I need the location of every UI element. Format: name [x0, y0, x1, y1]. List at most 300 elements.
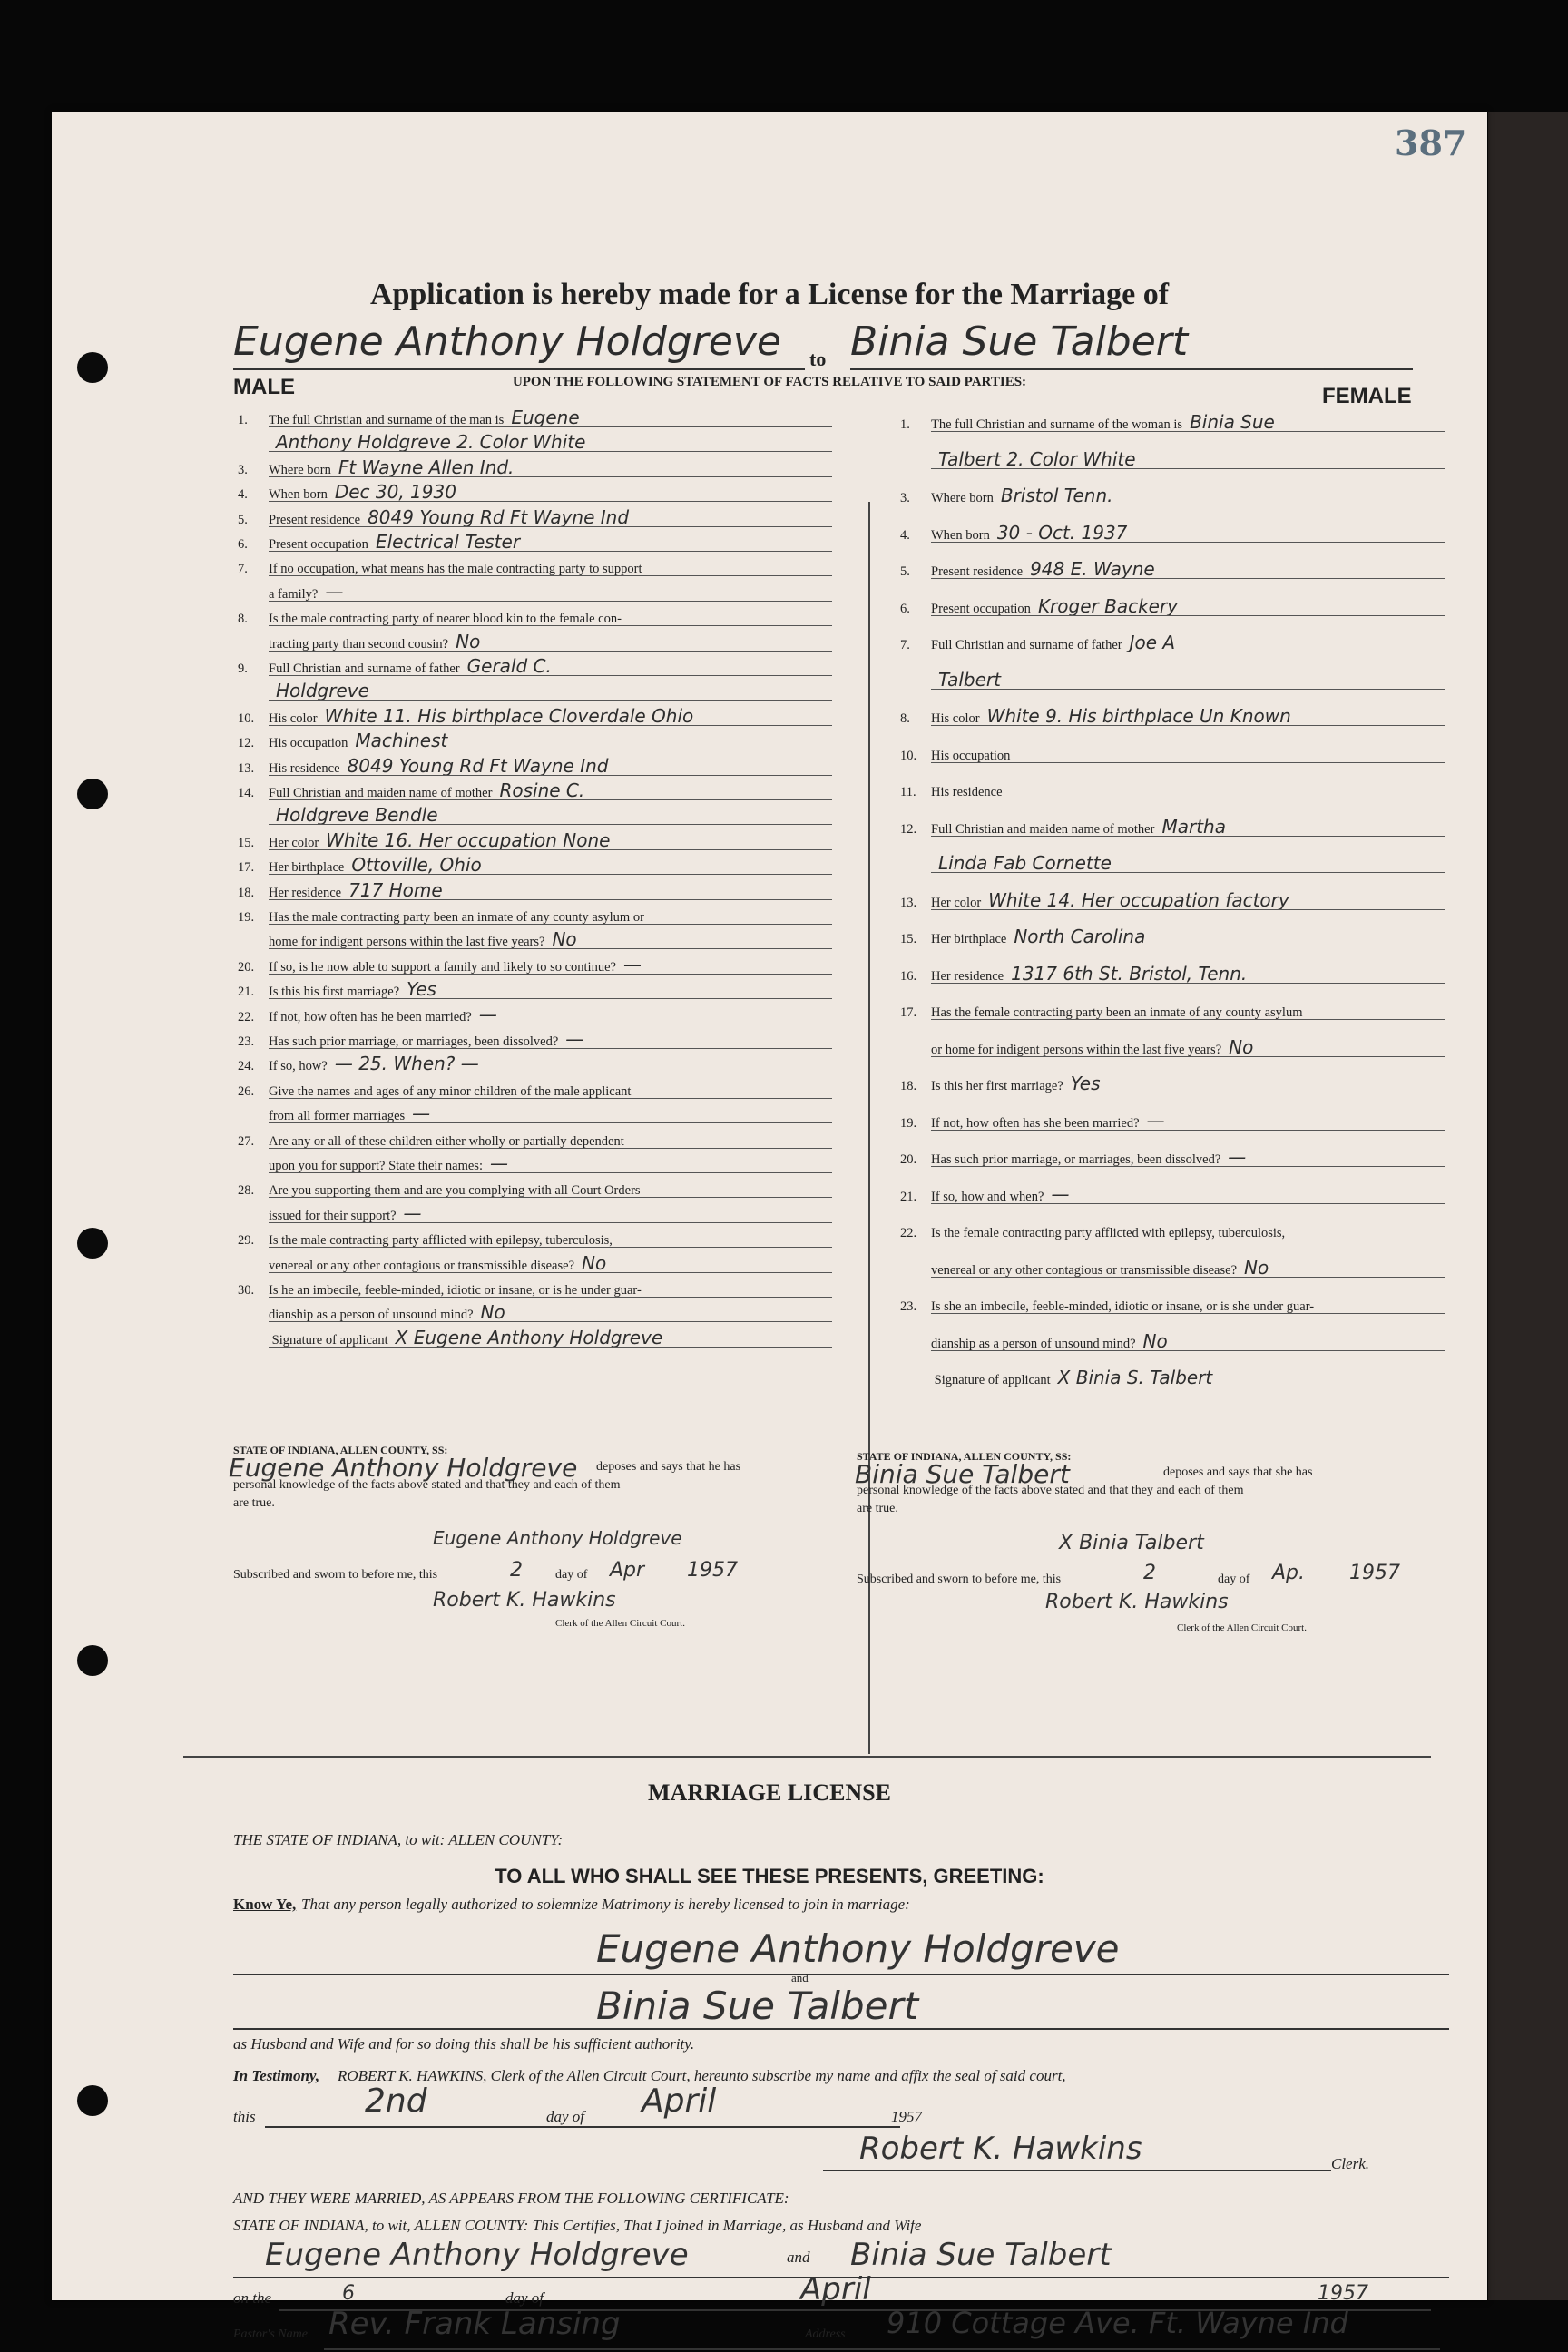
- field-number: 20.: [238, 959, 255, 975]
- field-value: No: [582, 1251, 607, 1274]
- female-field: [900, 1257, 1269, 1279]
- field-number: 5.: [238, 512, 248, 527]
- field-number: 29.: [238, 1233, 255, 1249]
- field-underline: [269, 948, 832, 949]
- affiant-name: Binia Sue Talbert: [855, 1459, 1070, 1489]
- field-label: Her birthplace: [931, 932, 1007, 946]
- field-value: —: [1051, 1182, 1070, 1205]
- field-underline: [269, 551, 832, 552]
- field-number: 1.: [900, 417, 910, 432]
- field-label: or home for indigent persons within the last five years?: [931, 1042, 1222, 1057]
- male-field: [238, 1152, 508, 1174]
- female-field: [900, 1330, 1168, 1352]
- sworn-day: 2: [1143, 1562, 1156, 1584]
- field-underline: [931, 1019, 1445, 1020]
- sworn-month: Ap.: [1272, 1562, 1306, 1584]
- field-label: Her residence: [931, 968, 1004, 984]
- field-number: 4.: [900, 527, 910, 543]
- field-underline: [931, 689, 1445, 690]
- binding-edge: [1488, 112, 1568, 2300]
- field-number: 22.: [238, 1009, 255, 1024]
- field-label: If no occupation, what means has the male contracting party to support: [269, 562, 642, 577]
- field-label: Signature of applicant: [269, 1332, 388, 1348]
- field-value: Bristol Tenn.: [1000, 485, 1113, 506]
- punch-hole: [77, 2085, 108, 2116]
- field-number: 11.: [900, 785, 916, 799]
- field-value: Yes: [1070, 1073, 1101, 1094]
- license-day: 2nd: [365, 2082, 427, 2120]
- underline: [324, 2348, 1440, 2350]
- field-value: North Carolina: [1014, 926, 1146, 947]
- field-value: —: [478, 1003, 497, 1025]
- male-field: [238, 829, 610, 851]
- male-field: [238, 1177, 648, 1199]
- field-value: Machinest: [355, 730, 448, 752]
- field-value: 30 - Oct. 1937: [996, 521, 1128, 544]
- field-value: 8049 Young Rd Ft Wayne Ind: [347, 754, 609, 777]
- male-field: [238, 1028, 583, 1050]
- male-field: [238, 978, 436, 1000]
- field-label: The full Christian and surname of the man is: [269, 413, 505, 427]
- female-field: [900, 448, 1136, 470]
- field-label: Are any or all of these children either wholly or partially dependent: [269, 1133, 624, 1149]
- application-heading: Application is hereby made for a License for the Marriage of: [369, 278, 1170, 311]
- field-underline: [931, 1130, 1445, 1131]
- field-underline: [269, 451, 832, 452]
- field-label: If so, is he now able to support a family and likely to so continue?: [269, 959, 616, 975]
- female-field: [900, 411, 1275, 433]
- field-underline: [931, 872, 1445, 873]
- male-field: [238, 631, 480, 652]
- field-number: 7.: [238, 562, 248, 577]
- female-field: [900, 669, 1001, 691]
- true-text: are true.: [233, 1496, 275, 1510]
- field-underline: [269, 476, 832, 477]
- field-number: 23.: [900, 1299, 917, 1314]
- field-label: The full Christian and surname of the woman is: [931, 417, 1183, 432]
- field-value: —: [1228, 1146, 1247, 1168]
- male-field: [238, 1252, 606, 1274]
- female-field: [900, 889, 1289, 911]
- field-number: 15.: [900, 932, 917, 946]
- field-underline: [931, 615, 1445, 616]
- field-label: home for indigent persons within the last five years?: [269, 935, 545, 950]
- field-value: —: [412, 1102, 431, 1125]
- clerk-signature: Robert K. Hawkins: [1045, 1591, 1229, 1613]
- field-label: Are you supporting them and are you complying with all Court Orders: [269, 1183, 641, 1199]
- field-value: Ottoville, Ohio: [351, 854, 482, 877]
- page-number: 387: [1395, 122, 1467, 163]
- male-field: [238, 1128, 632, 1150]
- field-number: 3.: [238, 462, 248, 477]
- field-number: 12.: [900, 821, 917, 837]
- license-month: April: [642, 2082, 717, 2120]
- field-label: Where born: [269, 462, 331, 477]
- field-value: Holdgreve: [276, 680, 369, 702]
- field-underline: [269, 1172, 832, 1173]
- field-underline: [269, 824, 832, 825]
- affiant-signature: X Binia Talbert: [1059, 1532, 1204, 1554]
- field-number: 30.: [238, 1283, 255, 1298]
- greeting: TO ALL WHO SHALL SEE THESE PRESENTS, GREETING:: [495, 1865, 1044, 1887]
- field-label: Full Christian and surname of father: [269, 662, 460, 676]
- male-field: [238, 605, 629, 627]
- field-underline: [269, 1197, 832, 1198]
- cert-year: 1957: [1318, 2282, 1368, 2305]
- field-underline: [269, 1098, 832, 1099]
- male-field: [238, 431, 585, 453]
- male-field: [238, 1004, 497, 1025]
- field-label: Is the male contracting party afflicted with epilepsy, tuberculosis,: [269, 1233, 612, 1249]
- male-field: [238, 804, 438, 826]
- know-text: That any person legally authorized to solemnize Matrimony is hereby licensed to join in marriage:: [301, 1896, 910, 1913]
- field-underline: [931, 1203, 1445, 1204]
- field-value: No: [1142, 1329, 1168, 1352]
- field-label: venereal or any other contagious or transmissible disease?: [269, 1258, 575, 1273]
- field-underline: [269, 526, 832, 527]
- field-underline: [269, 651, 832, 652]
- field-value: 948 E. Wayne: [1030, 558, 1155, 580]
- field-value: Rosine C.: [499, 779, 585, 801]
- field-value: Joe A: [1129, 632, 1176, 653]
- field-label: His color: [931, 711, 980, 726]
- field-underline: [931, 909, 1445, 910]
- field-number: 26.: [238, 1083, 255, 1099]
- field-label: Full Christian and surname of father: [931, 638, 1122, 652]
- field-value: X Binia S. Talbert: [1057, 1367, 1213, 1388]
- field-underline: [931, 1056, 1445, 1057]
- field-label: upon you for support? State their names:: [269, 1159, 483, 1173]
- underline: [823, 2170, 1331, 2171]
- clerk-signature: Robert K. Hawkins: [433, 1589, 616, 1612]
- husband-wife-text: as Husband and Wife and for so doing this shall be his sufficient authority.: [233, 2035, 695, 2053]
- field-number: 22.: [900, 1226, 917, 1240]
- day-of-text: day of: [505, 2289, 544, 2307]
- field-label: Give the names and ages of any minor children of the male applicant: [269, 1083, 632, 1099]
- field-underline: [931, 983, 1445, 984]
- register-page: [52, 112, 1487, 2342]
- field-label: Has such prior marriage, or marriages, been dissolved?: [269, 1034, 559, 1049]
- pastor-label: Pastor's Name: [233, 2328, 308, 2341]
- field-label: His occupation: [931, 748, 1011, 763]
- field-underline: [269, 998, 832, 999]
- field-number: 10.: [238, 710, 255, 726]
- field-value: —: [1146, 1109, 1165, 1132]
- field-label: Is he an imbecile, feeble-minded, idiotic or insane, or is he under guar-: [269, 1283, 642, 1298]
- field-label: issued for their support?: [269, 1208, 397, 1223]
- field-label: When born: [269, 487, 328, 503]
- field-label: Present occupation: [269, 537, 368, 552]
- field-underline: [269, 575, 832, 576]
- male-field: [238, 581, 343, 603]
- clerk-label: Clerk of the Allen Circuit Court.: [1177, 1622, 1307, 1633]
- field-underline: [931, 1313, 1445, 1314]
- field-value: Yes: [407, 978, 436, 1001]
- field-value: X Eugene Anthony Holdgreve: [395, 1326, 663, 1348]
- male-field: [238, 481, 456, 503]
- field-label: Has the male contracting party been an inmate of any county asylum or: [269, 910, 644, 925]
- male-field: [238, 555, 650, 577]
- certify-line: STATE OF INDIANA, to wit, ALLEN COUNTY: This Certifies, That I joined in Marriage, as Husband and Wife: [233, 2217, 922, 2234]
- field-number: 24.: [238, 1059, 255, 1074]
- field-label: Her birthplace: [269, 860, 345, 876]
- field-underline: [931, 1277, 1445, 1278]
- male-field: [238, 1102, 430, 1124]
- field-underline: [269, 1148, 832, 1149]
- testimony-prefix: In Testimony,: [233, 2067, 320, 2084]
- field-number: 1.: [238, 413, 248, 427]
- married-line: AND THEY WERE MARRIED, AS APPEARS FROM THE FOLLOWING CERTIFICATE:: [233, 2190, 789, 2207]
- male-field: [238, 928, 577, 950]
- field-underline: [269, 1272, 832, 1273]
- field-label: His color: [269, 710, 318, 726]
- field-number: 3.: [900, 491, 910, 505]
- male-field: [238, 879, 443, 901]
- field-underline: [269, 974, 832, 975]
- and-word: and: [791, 1971, 808, 1984]
- bride-name: Binia Sue Talbert: [850, 318, 1189, 365]
- field-label: Present occupation: [931, 601, 1031, 616]
- field-label: Is this her first marriage?: [931, 1079, 1063, 1093]
- female-field: [900, 1293, 1321, 1315]
- field-value: —: [489, 1152, 508, 1174]
- field-underline: [269, 1297, 832, 1298]
- field-value: Eugene: [511, 407, 580, 428]
- field-underline: [931, 762, 1445, 763]
- address-label: Address: [805, 2328, 846, 2341]
- sworn-month: Apr: [610, 1559, 645, 1582]
- field-number: 15.: [238, 835, 255, 850]
- field-number: 20.: [900, 1152, 917, 1167]
- female-field: [900, 816, 1226, 838]
- field-number: 27.: [238, 1133, 255, 1149]
- field-number: 13.: [900, 895, 917, 910]
- field-number: 4.: [238, 487, 248, 503]
- field-label: Full Christian and maiden name of mother: [269, 786, 493, 800]
- male-field: [238, 755, 608, 777]
- field-value: Dec 30, 1930: [334, 481, 456, 504]
- female-field: [900, 742, 1017, 764]
- sworn-day: 2: [510, 1559, 523, 1582]
- field-value: Martha: [1161, 815, 1226, 838]
- cert-groom: Eugene Anthony Holdgreve: [265, 2237, 689, 2273]
- field-underline: [931, 836, 1445, 837]
- field-value: 717 Home: [348, 878, 443, 901]
- male-field: [238, 680, 369, 701]
- male-field: [238, 506, 629, 528]
- field-value: Linda Fab Cornette: [938, 852, 1112, 874]
- to-word: to: [809, 348, 827, 370]
- male-field: [238, 407, 580, 428]
- field-underline: [269, 924, 832, 925]
- female-field: [900, 999, 1309, 1021]
- deposes-text: deposes and says that she has: [1163, 1465, 1313, 1479]
- female-field: [900, 1110, 1165, 1132]
- field-number: 6.: [900, 601, 910, 616]
- field-underline: [269, 1222, 832, 1223]
- field-underline: [269, 700, 832, 701]
- field-number: 8.: [900, 711, 910, 726]
- license-title: MARRIAGE LICENSE: [648, 1779, 891, 1806]
- license-groom: Eugene Anthony Holdgreve: [596, 1926, 1120, 1971]
- field-value: White 9. His birthplace Un Known: [986, 705, 1291, 727]
- field-label: If not, how often has she been married?: [931, 1115, 1140, 1131]
- sworn-year: 1957: [1349, 1562, 1400, 1584]
- field-label: Her color: [931, 895, 982, 910]
- field-label: from all former marriages: [269, 1109, 406, 1124]
- female-field: [900, 1146, 1246, 1168]
- clerk-signature: Robert K. Hawkins: [859, 2131, 1142, 2167]
- field-value: Binia Sue: [1190, 411, 1275, 433]
- field-label: If so, how and when?: [931, 1189, 1044, 1204]
- field-value: Kroger Backery: [1037, 594, 1179, 617]
- field-number: 19.: [238, 910, 255, 925]
- knowledge-text: personal knowledge of the facts above stated and that they and each of them: [233, 1478, 621, 1492]
- field-label: venereal or any other contagious or transmissible disease?: [931, 1262, 1238, 1278]
- field-value: Anthony Holdgreve 2. Color White: [276, 431, 586, 454]
- day-of-text: day of: [546, 2108, 585, 2125]
- field-value: No: [1244, 1256, 1269, 1279]
- male-field: [238, 904, 652, 926]
- field-number: 16.: [900, 968, 917, 984]
- female-field: [900, 558, 1155, 580]
- field-underline: [269, 725, 832, 726]
- punch-hole: [77, 779, 108, 809]
- field-value: —: [325, 580, 344, 603]
- field-underline: [269, 675, 832, 676]
- field-underline: [931, 725, 1445, 726]
- female-field: [900, 1220, 1292, 1241]
- field-number: 18.: [238, 885, 255, 900]
- field-label: Is the male contracting party of nearer blood kin to the female con-: [269, 612, 622, 627]
- field-underline: [269, 1247, 832, 1248]
- field-label: dianship as a person of unsound mind?: [269, 1308, 474, 1323]
- state-line: STATE OF INDIANA, ALLEN COUNTY, SS:: [233, 1444, 448, 1456]
- field-value: White 14. Her occupation factory: [988, 888, 1289, 911]
- female-field: [900, 1073, 1101, 1094]
- field-value: —: [403, 1201, 422, 1224]
- field-label: When born: [931, 527, 990, 543]
- field-underline: [269, 799, 832, 800]
- field-underline: [931, 1350, 1445, 1351]
- field-underline: [269, 625, 832, 626]
- field-underline: [269, 874, 832, 875]
- field-underline: [269, 899, 832, 900]
- male-field: [238, 655, 552, 677]
- field-value: Electrical Tester: [375, 531, 521, 553]
- cert-month: April: [800, 2271, 871, 2308]
- field-number: 13.: [238, 760, 255, 776]
- field-label: His residence: [269, 760, 340, 776]
- field-number: 23.: [238, 1034, 255, 1049]
- sworn-year: 1957: [687, 1559, 738, 1582]
- underline: [233, 2028, 1449, 2030]
- field-value: No: [1229, 1035, 1254, 1058]
- field-underline: [931, 468, 1445, 469]
- field-label: Present residence: [269, 512, 361, 527]
- field-underline: [269, 849, 832, 850]
- underline: [265, 2126, 900, 2128]
- field-value: No: [456, 630, 481, 652]
- male-field: [238, 954, 642, 975]
- field-label: If so, how?: [269, 1059, 328, 1074]
- affiant-signature: Eugene Anthony Holdgreve: [433, 1527, 682, 1549]
- field-value: Ft Wayne Allen Ind.: [338, 456, 514, 478]
- field-underline: [269, 1122, 832, 1123]
- field-number: 8.: [238, 612, 248, 627]
- male-field: [238, 730, 447, 751]
- field-value: — 25. When? —: [334, 1053, 479, 1075]
- field-underline: [269, 426, 832, 427]
- female-field: [900, 485, 1113, 506]
- male-field: [238, 531, 520, 553]
- female-field: [900, 595, 1178, 617]
- knowledge-text: personal knowledge of the facts above stated and that they and each of them: [857, 1484, 1244, 1497]
- male-field: [238, 1327, 662, 1348]
- field-underline: [931, 431, 1445, 432]
- column-divider: [868, 502, 870, 1754]
- field-label: Her residence: [269, 885, 342, 900]
- female-field: [900, 632, 1175, 653]
- field-label: a family?: [269, 586, 318, 602]
- testimony-text: ROBERT K. HAWKINS, Clerk of the Allen Circuit Court, hereunto subscribe my name and affix the seal of said court,: [338, 2067, 1066, 2084]
- field-value: 1317 6th St. Bristol, Tenn.: [1011, 962, 1248, 985]
- field-value: White 11. His birthplace Cloverdale Ohio: [324, 704, 694, 727]
- field-number: 17.: [238, 860, 255, 876]
- know-prefix: Know Ye,: [233, 1896, 297, 1913]
- field-label: Is this his first marriage?: [269, 985, 400, 1000]
- cert-day: 6: [342, 2282, 355, 2305]
- underline: [233, 368, 805, 370]
- underline: [850, 368, 1413, 370]
- field-number: 21.: [900, 1189, 917, 1204]
- female-field: [900, 963, 1247, 985]
- field-label: Where born: [931, 491, 994, 505]
- field-label: If not, how often has he been married?: [269, 1009, 472, 1024]
- field-value: 8049 Young Rd Ft Wayne Ind: [368, 505, 630, 528]
- field-number: 14.: [238, 786, 255, 800]
- deposes-text: deposes and says that he has: [596, 1460, 741, 1474]
- female-field: [900, 522, 1127, 544]
- field-underline: [269, 1321, 832, 1322]
- section-divider: [183, 1756, 1431, 1758]
- field-underline: [269, 775, 832, 776]
- field-number: 18.: [900, 1079, 917, 1093]
- sworn-text: Subscribed and sworn to before me, this: [857, 1573, 1062, 1586]
- field-value: Gerald C.: [466, 655, 552, 677]
- true-text: are true.: [857, 1502, 898, 1515]
- field-number: 17.: [900, 1005, 917, 1020]
- field-label: Present residence: [931, 564, 1024, 579]
- underline: [233, 1974, 1449, 1975]
- field-label: His occupation: [269, 736, 348, 751]
- field-label: Has the female contracting party been an inmate of any county asylum: [931, 1005, 1303, 1020]
- cert-bride: Binia Sue Talbert: [850, 2237, 1112, 2273]
- male-field: [238, 1227, 620, 1249]
- female-field: [900, 1183, 1069, 1205]
- field-label: tracting party than second cousin?: [269, 636, 449, 652]
- state-line: STATE OF INDIANA, ALLEN COUNTY, SS:: [857, 1450, 1072, 1463]
- on-the-text: on the: [233, 2289, 272, 2307]
- subheading: UPON THE FOLLOWING STATEMENT OF FACTS RELATIVE TO SAID PARTIES:: [512, 375, 1027, 389]
- field-value: Talbert: [938, 668, 1001, 691]
- male-field: [238, 705, 693, 727]
- field-underline: [269, 601, 832, 602]
- field-value: White 16. Her occupation None: [326, 828, 611, 851]
- field-underline: [269, 1048, 832, 1049]
- field-underline: [931, 1166, 1445, 1167]
- field-value: No: [552, 928, 577, 951]
